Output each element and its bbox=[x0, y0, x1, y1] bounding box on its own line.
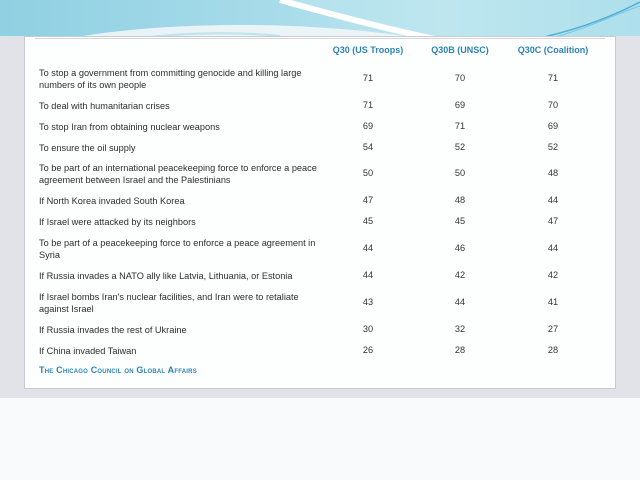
cell-coalition: 44 bbox=[547, 243, 559, 253]
slide-lower-area bbox=[0, 398, 640, 480]
row-label: If Russia invades the rest of Ukraine bbox=[39, 325, 187, 335]
row-label: To deal with humanitarian crises bbox=[39, 101, 170, 111]
row-label: To be part of an international peacekeeping force to enforce a peace agreement between Israel and the Palestinians bbox=[39, 163, 317, 185]
cell-unsc: 42 bbox=[454, 270, 466, 280]
row-label: If Russia invades a NATO ally like Latvia, Lithuania, or Estonia bbox=[39, 271, 293, 281]
row-label: If China invaded Taiwan bbox=[39, 346, 137, 356]
wave-decoration-icon bbox=[0, 0, 640, 40]
cell-unsc: 52 bbox=[454, 142, 466, 152]
cell-unsc: 71 bbox=[454, 121, 466, 131]
row-label: To ensure the oil supply bbox=[39, 143, 136, 153]
cell-unsc: 48 bbox=[454, 195, 466, 205]
cell-us-troops: 44 bbox=[362, 270, 374, 280]
cell-us-troops: 71 bbox=[362, 73, 374, 83]
cell-coalition: 48 bbox=[547, 168, 559, 178]
cell-us-troops: 50 bbox=[362, 168, 374, 178]
row-label: If Israel bombs Iran's nuclear facilities, and Iran were to retaliate against Israel bbox=[39, 292, 299, 314]
cell-us-troops: 71 bbox=[362, 100, 374, 110]
cell-us-troops: 69 bbox=[362, 121, 374, 131]
cell-coalition: 41 bbox=[547, 297, 559, 307]
survey-table-card bbox=[24, 36, 616, 389]
cell-coalition: 42 bbox=[547, 270, 559, 280]
cell-unsc: 46 bbox=[454, 243, 466, 253]
divider bbox=[35, 38, 605, 39]
cell-us-troops: 30 bbox=[362, 324, 374, 334]
cell-coalition: 70 bbox=[547, 100, 559, 110]
row-label: To stop Iran from obtaining nuclear weapons bbox=[39, 122, 220, 132]
row-label: If North Korea invaded South Korea bbox=[39, 196, 185, 206]
cell-unsc: 45 bbox=[454, 216, 466, 226]
cell-coalition: 52 bbox=[547, 142, 559, 152]
cell-coalition: 69 bbox=[547, 121, 559, 131]
cell-coalition: 71 bbox=[547, 73, 559, 83]
cell-unsc: 70 bbox=[454, 73, 466, 83]
source-brand-label: The Chicago Council on Global Affairs bbox=[39, 365, 197, 375]
column-header-coalition: Q30C (Coalition) bbox=[517, 45, 589, 55]
row-label: If Israel were attacked by its neighbors bbox=[39, 217, 196, 227]
row-label: To stop a government from committing genocide and killing large numbers of its own people bbox=[39, 68, 302, 90]
row-label: To be part of a peacekeeping force to enforce a peace agreement in Syria bbox=[39, 238, 316, 260]
cell-unsc: 44 bbox=[454, 297, 466, 307]
cell-us-troops: 45 bbox=[362, 216, 374, 226]
cell-coalition: 44 bbox=[547, 195, 559, 205]
cell-unsc: 69 bbox=[454, 100, 466, 110]
cell-us-troops: 54 bbox=[362, 142, 374, 152]
cell-coalition: 47 bbox=[547, 216, 559, 226]
column-header-unsc: Q30B (UNSC) bbox=[431, 45, 489, 55]
cell-coalition: 27 bbox=[547, 324, 559, 334]
cell-unsc: 32 bbox=[454, 324, 466, 334]
column-header-us-troops: Q30 (US Troops) bbox=[332, 45, 404, 55]
cell-unsc: 28 bbox=[454, 345, 466, 355]
cell-us-troops: 47 bbox=[362, 195, 374, 205]
cell-us-troops: 44 bbox=[362, 243, 374, 253]
cell-coalition: 28 bbox=[547, 345, 559, 355]
decorative-banner bbox=[0, 0, 640, 40]
cell-us-troops: 26 bbox=[362, 345, 374, 355]
cell-unsc: 50 bbox=[454, 168, 466, 178]
cell-us-troops: 43 bbox=[362, 297, 374, 307]
